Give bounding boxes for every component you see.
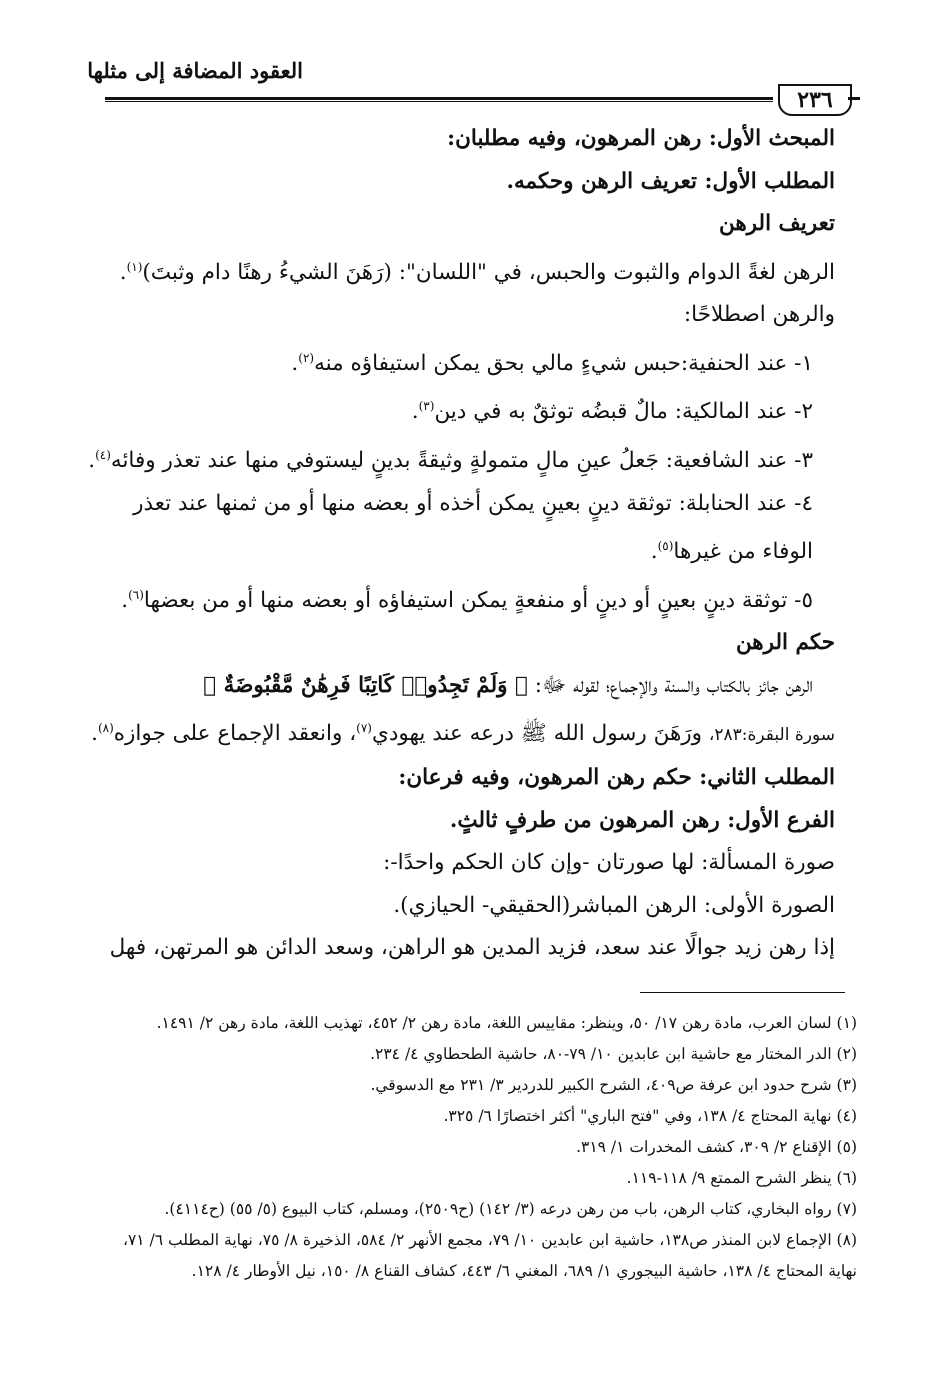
definition-item: ٥- توثقة دينٍ بعينٍ أو دينٍ أو منفعةٍ يمكن استيفاؤه أو بعضه منها أو من بعضها$^{(٦)}$. <box>121 587 813 613</box>
running-header-title: العقود المضافة إلى مثلها <box>87 58 303 83</box>
paragraph: الصورة الأولى: الرهن المباشر(الحقيقي- الحيازي). <box>393 892 835 918</box>
subsection-heading: المطلب الثاني: حكم رهن المرهون، وفيه فرعان: <box>398 765 835 791</box>
footnote: (٤) نهاية المحتاج ٤/ ١٣٨، وفي "فتح الباري" أكثر اختصارًا ٦/ ٣٢٥. <box>443 1107 857 1125</box>
footnote-ref: (٦) <box>128 587 144 602</box>
footnote: (٦) ينظر الشرح الممتع ٩/ ١١٨-١١٩. <box>626 1169 857 1187</box>
topic-heading: حكم الرهن <box>735 630 835 656</box>
footnote: (١) لسان العرب، مادة رهن ١٧/ ٥٠، وينظر: مقاييس اللغة، مادة رهن ٢/ ٤٥٢، تهذيب اللغة، مادة رهن ٢/ ١٤٩١. <box>156 1014 857 1032</box>
footnote-ref: (٧) <box>356 721 372 736</box>
verse-reference: سورة البقرة:٢٨٣، <box>708 725 835 746</box>
footnote: (٨) الإجماع لابن المنذر ص١٣٨، حاشية ابن عابدين ١٠/ ٧٩، مجمع الأنهر ٢/ ٥٨٤، الذخيرة ٨/ ٧٥، نهاية المطلب ٦/ ٧١، نهاية المحتاج ٤/ ١٣٨، حاشية البيجوري ١/ ٦٨٩، المغني ٦/ ٤٤٣، كشاف القناع ٨/ ١٥٠، نيل الأوطار ٤/ ١٢٨. <box>122 1231 857 1280</box>
paragraph: سورة البقرة:٢٨٣، ورَهَنَ رسول الله ﷺ درعه عند يهودي$^{(٧)}$، وانعقد الإجماع على جوازه$^{(٨)}$. <box>91 721 835 747</box>
paragraph: الرهن لغةً الدوام والثبوت والحبس، في "اللسان": (رَهَنَ الشيءُ رهنًا دام وثبتَ)$^{(١)}$. <box>119 259 835 285</box>
footnote-ref: (٥) <box>657 539 674 554</box>
footnote: (٢) الدر المختار مع حاشية ابن عابدين ١٠/ ٧٩-٨٠، حاشية الطحطاوي ٤/ ٢٣٤. <box>370 1045 857 1063</box>
branch-heading: الفرع الأول: رهن المرهون من طرفٍ ثالثٍ. <box>449 807 835 833</box>
footnote-ref: (٤) <box>95 447 111 462</box>
footnote-ref: (١) <box>126 259 143 274</box>
definition-item: ٣- عند الشافعية: جَعلُ عينِ مالٍ متمولةٍ وثيقةً بدينٍ ليستوفي منها عند تعذر وفائه$^{(٤)}$. <box>88 447 813 474</box>
header-rule <box>105 97 773 100</box>
paragraph: صورة المسألة: لها صورتان -وإن كان الحكم واحدًا-: <box>383 850 835 876</box>
footnotes <box>115 1008 857 1287</box>
footnote: (٧) رواه البخاري، كتاب الرهن، باب من رهن درعه (٣/ ١٤٢) (ح٢٥٠٩)، ومسلم، كتاب البيوع (٥/ ٥٥) (ح٤١١٤). <box>164 1200 857 1218</box>
footnote-ref: (٣) <box>418 399 435 414</box>
paragraph: إذا رهن زيد جوالًا عند سعد، فزيد المدين هو الراهن، وسعد الدائن هو المرتهن، فهل <box>109 935 835 961</box>
definition-item: ٤- عند الحنابلة: توثقة دينٍ بعينٍ يمكن أخذه أو بعضه منها أو من ثمنها عند تعذر الوفاء من غيرها$^{(٥)}$. <box>133 490 813 565</box>
definition-item: ٢- عند المالكية: مالٌ قبضُه توثقٌ به في دين$^{(٣)}$. <box>411 399 813 425</box>
footnote-ref: (٢) <box>298 350 315 365</box>
section-heading: المبحث الأول: رهن المرهون، وفيه مطلبان: <box>447 126 835 151</box>
footnote-separator <box>640 992 845 993</box>
quran-verse: ﴿ وَلَمْ تَجِدُوا۟ كَاتِبًا فَرِهَٰنٌ مَّقْبُوضَةٌ ﴾ <box>203 672 528 698</box>
subsection-heading: المطلب الأول: تعريف الرهن وحكمه. <box>506 168 835 194</box>
header-rule-tick <box>848 97 860 100</box>
definition-item: ١- عند الحنفية:حبس شيءٍ مالي بحق يمكن استيفاؤه منه$^{(٢)}$. <box>291 350 813 376</box>
footnote-ref: (٨) <box>97 721 114 736</box>
footnote: (٥) الإقناع ٢/ ٣٠٩، كشف المخدرات ١/ ٣١٩. <box>576 1138 857 1156</box>
paragraph: والرهن اصطلاحًا: <box>683 302 835 328</box>
topic-heading: تعريف الرهن <box>718 211 835 236</box>
footnote: (٣) شرح حدود ابن عرفة ص٤٠٩، الشرح الكبير للدردير ٣/ ٢٣١ مع الدسوقي. <box>370 1076 857 1094</box>
header-rule-thin <box>105 101 773 102</box>
page-number: ٢٣٦ <box>778 84 852 116</box>
paragraph: الرهن جائز بالكتاب والسنة والإجماع؛ لقوله ﷻ: ﴿ وَلَمْ تَجِدُوا۟ كَاتِبًا فَرِهَٰنٌ مَّقْبُوضَةٌ ﴾ <box>203 672 813 698</box>
main-text <box>88 118 835 970</box>
